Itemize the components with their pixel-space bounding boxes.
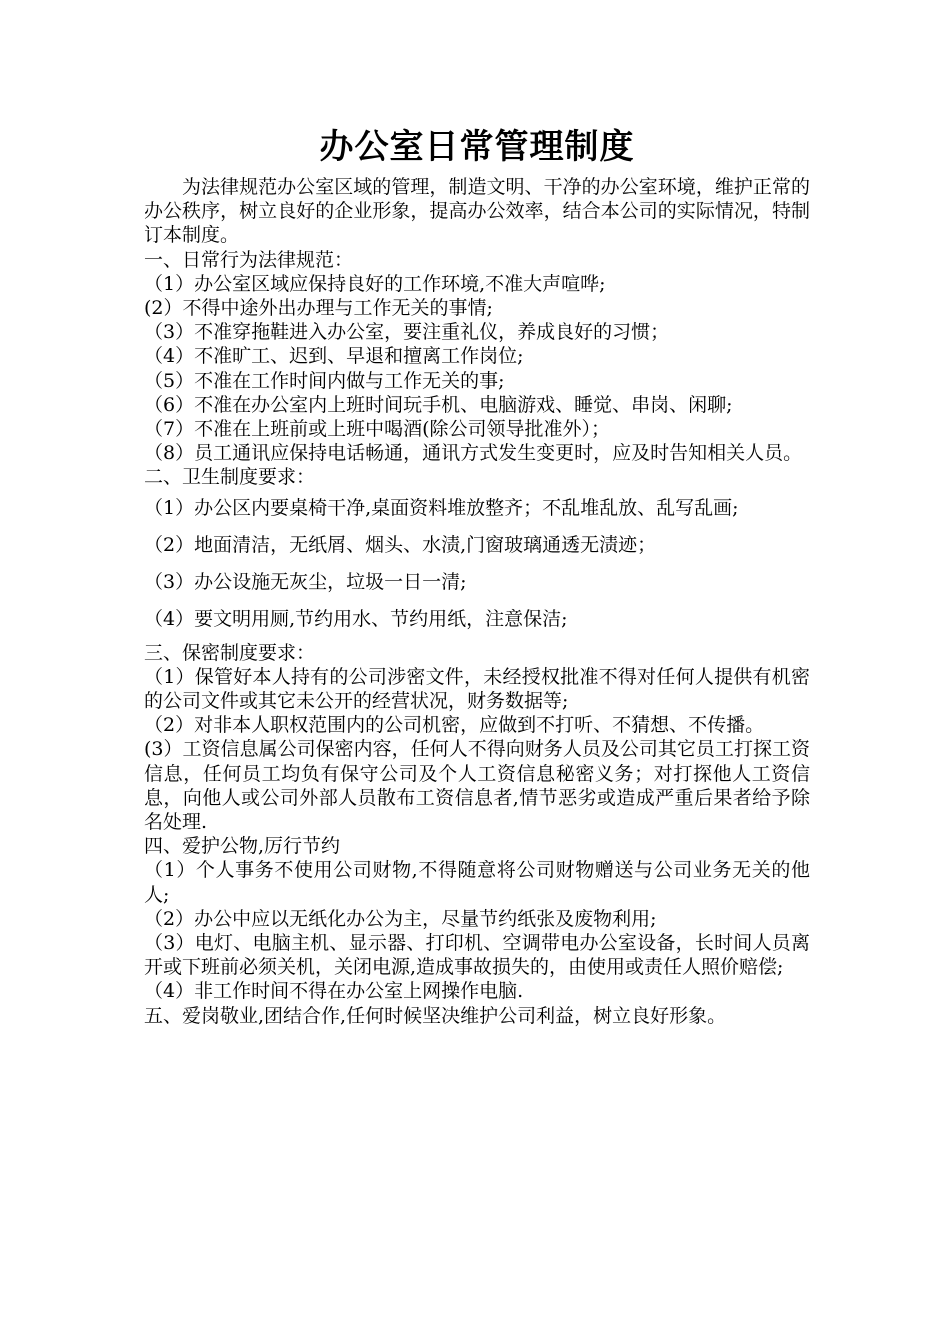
rule-item: （1）保管好本人持有的公司涉密文件，未经授权批准不得对任何人提供有机密的公司文件或其它未公开的经营状况，财务数据等;: [144, 665, 810, 713]
rule-item: (3）工资信息属公司保密内容，任何人不得向财务人员及公司其它员工打探工资信息，任何员工均负有保守公司及个人工资信息秘密义务；对打探他人工资信息，向他人或公司外部人员散布工资信息者,情节恶劣或造成严重后果者给予除名处理.: [144, 738, 810, 834]
intro-paragraph: 为法律规范办公室区域的管理，制造文明、干净的办公室环境，维护正常的办公秩序，树立良好的企业形象，提高办公效率，结合本公司的实际情况，特制订本制度。: [144, 176, 810, 247]
rule-item: （7）不准在上班前或上班中喝酒(除公司领导批准外）；: [144, 418, 611, 441]
section-heading-3: 三、保密制度要求：: [144, 641, 316, 664]
rule-item: （8）员工通讯应保持电话畅通，通讯方式发生变更时，应及时告知相关人员。: [144, 442, 803, 465]
section-heading-1: 一、日常行为法律规范：: [144, 248, 354, 271]
rule-item: （3）电灯、电脑主机、显示器、打印机、空调带电办公室设备，长时间人员离开或下班前必须关机，关闭电源,造成事故损失的，由使用或责任人照价赔偿;: [144, 932, 810, 979]
rule-item: （4）非工作时间不得在办公室上网操作电脑.: [144, 980, 524, 1003]
rule-item: （2）地面清洁，无纸屑、烟头、水渍,门窗玻璃通透无渍迹；: [144, 533, 657, 556]
rule-item: （4）要文明用厕,节约用水、节约用纸，注意保洁;: [144, 607, 568, 630]
rule-item: (2）不得中途外出办理与工作无关的事情;: [144, 297, 493, 320]
document-title: 办公室日常管理制度: [319, 127, 635, 167]
rule-item: （5）不准在工作时间内做与工作无关的事;: [144, 369, 505, 392]
rule-item: （1）个人事务不使用公司财物,不得随意将公司财物赠送与公司业务无关的他人;: [144, 859, 810, 906]
rule-item: （3）办公设施无灰尘，垃圾一日一清;: [144, 570, 467, 593]
document-page: [144, 125, 810, 1028]
rule-item: （4）不准旷工、迟到、早退和擅离工作岗位;: [144, 345, 524, 368]
section-heading-4: 四、爱护公物,厉行节约: [144, 835, 341, 858]
rule-item: （6）不准在办公室内上班时间玩手机、电脑游戏、睡觉、串岗、闲聊;: [144, 393, 733, 416]
rule-item: （3）不准穿拖鞋进入办公室，要注重礼仪，养成良好的习惯；: [144, 321, 670, 344]
section-heading-5: 五、爱岗敬业,团结合作,任何时候坚决维护公司利益，树立良好形象。: [144, 1004, 727, 1027]
rule-item: （2）对非本人职权范围内的公司机密，应做到不打听、不猜想、不传播。: [144, 714, 765, 737]
section-heading-2: 二、卫生制度要求：: [144, 466, 316, 489]
rule-item: （1）办公区内要桌椅干净,桌面资料堆放整齐；不乱堆乱放、乱写乱画;: [144, 496, 739, 519]
rule-item: （2）办公中应以无纸化办公为主，尽量节约纸张及废物利用;: [144, 907, 657, 930]
rule-item: （1）办公室区域应保持良好的工作环境,不准大声喧哗;: [144, 272, 606, 295]
